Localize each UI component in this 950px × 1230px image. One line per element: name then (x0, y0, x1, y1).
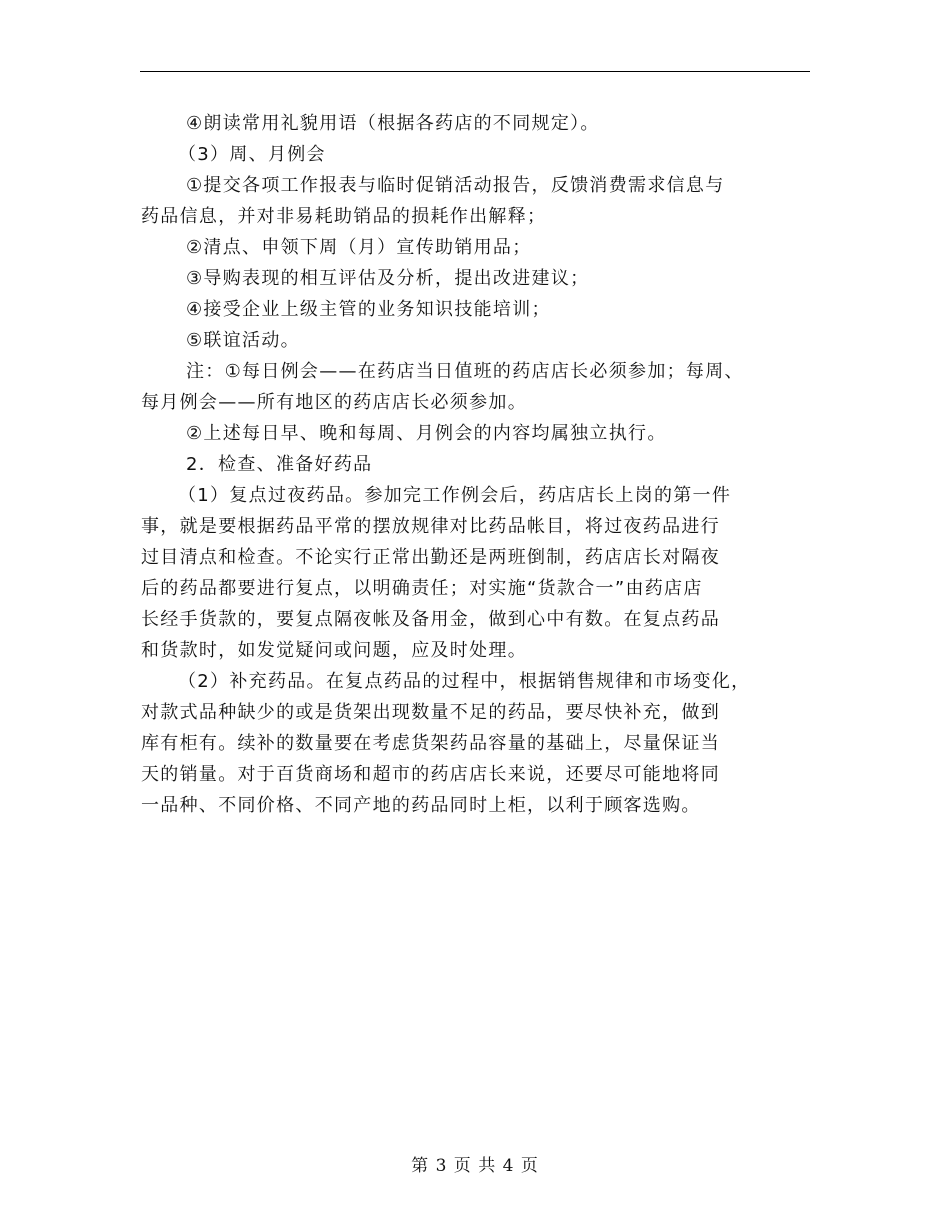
paragraph-line: （1）复点过夜药品。参加完工作例会后，药店店长上岗的第一件 (178, 485, 732, 506)
paragraph-line: ②清点、申领下周（月）宣传助销用品； (186, 237, 532, 258)
paragraph-line: 一品种、不同价格、不同产地的药品同时上柜，以利于顾客选购。 (141, 795, 701, 816)
paragraph-line: （2）补充药品。在复点药品的过程中，根据销售规律和市场变化， (178, 671, 751, 692)
paragraph-line: ④朗读常用礼貌用语（根据各药店的不同规定）。 (186, 113, 600, 134)
header-rule (140, 71, 810, 72)
paragraph-line: 库有柜有。续补的数量要在考虑货架药品容量的基础上，尽量保证当 (141, 733, 720, 754)
note-line: 注：①每日例会——在药店当日值班的药店店长必须参加；每周、 (186, 361, 744, 382)
document-body (141, 108, 821, 821)
paragraph-line: 后的药品都要进行复点，以明确责任；对实施“货款合一”由药店店 (141, 578, 703, 599)
paragraph-line: ④接受企业上级主管的业务知识技能培训； (186, 299, 551, 320)
paragraph-line: 和货款时，如发觉疑问或问题，应及时处理。 (141, 640, 527, 661)
paragraph-line: 天的销量。对于百货商场和超市的药店店长来说，还要尽可能地将同 (141, 764, 720, 785)
note-line: 每月例会——所有地区的药店店长必须参加。 (141, 392, 527, 413)
section-heading: （3）周、月例会 (178, 144, 326, 165)
paragraph-line: 过目清点和检查。不论实行正常出勤还是两班倒制，药店店长对隔夜 (141, 547, 720, 568)
paragraph-line: 事，就是要根据药品平常的摆放规律对比药品帐目，将过夜药品进行 (141, 516, 720, 537)
paragraph-line: 对款式品种缺少的或是货架出现数量不足的药品，要尽快补充，做到 (141, 702, 720, 723)
note-line: ②上述每日早、晚和每周、月例会的内容均属独立执行。 (186, 423, 667, 444)
section-heading: 2．检查、准备好药品 (186, 454, 373, 475)
paragraph-line: ③导购表现的相互评估及分析，提出改进建议； (186, 268, 590, 289)
paragraph-line: 长经手货款的，要复点隔夜帐及备用金，做到心中有数。在复点药品 (141, 609, 720, 630)
page-number-footer: 第 3 页 共 4 页 (411, 1156, 539, 1176)
paragraph-line: ⑤联谊活动。 (186, 330, 300, 351)
paragraph-line: ①提交各项工作报表与临时促销活动报告，反馈消费需求信息与 (186, 175, 725, 196)
paragraph-line: 药品信息，并对非易耗助销品的损耗作出解释； (141, 206, 547, 227)
